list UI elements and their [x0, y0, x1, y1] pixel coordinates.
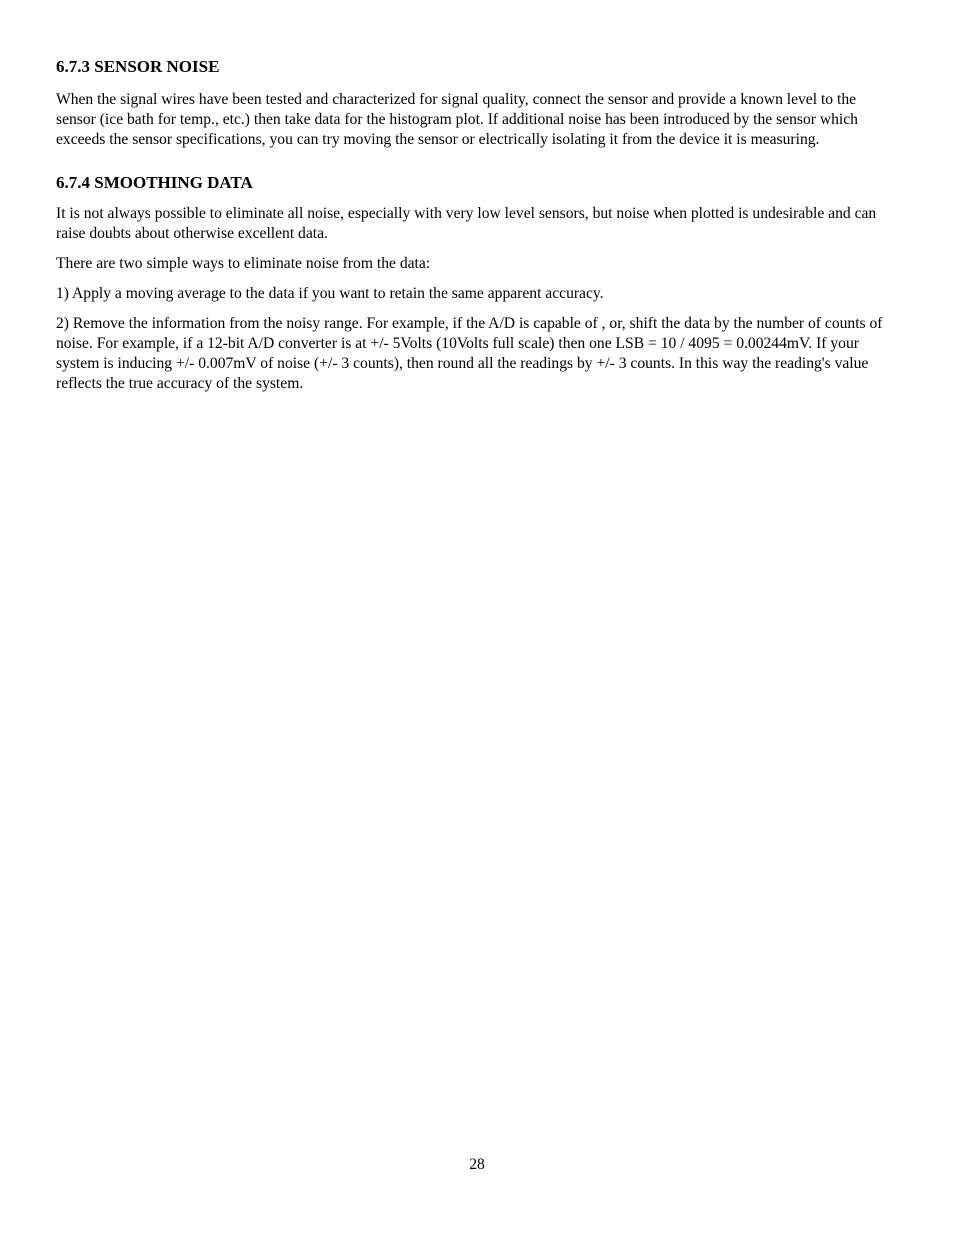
section-heading-sensor-noise: 6.7.3 SENSOR NOISE	[56, 57, 220, 76]
list-item-remove-noisy-range: 2) Remove the information from the noisy range. For example, if the A/D is capable of , or, shift the data by the number of counts of noise. For example, if a 12-bit A/D converter is at +/- 5Volts (10Volts full scale) then one LSB = 10 / 4095 = 0.00244mV. If your system is inducing +/- 0.007mV of noise (+/- 3 counts), then round all the readings by +/- 3 counts. In this way the reading's value reflects the true accuracy of the system.	[56, 315, 883, 392]
list-item-moving-average: 1) Apply a moving average to the data if you want to retain the same apparent accuracy.	[56, 285, 604, 302]
section-heading-smoothing-data: 6.7.4 SMOOTHING DATA	[56, 173, 253, 192]
paragraph-two-ways: There are two simple ways to eliminate noise from the data:	[56, 255, 431, 272]
paragraph-smoothing-intro: It is not always possible to eliminate all noise, especially with very low level sensors, but noise when plotted is undesirable and can raise doubts about otherwise excellent data.	[56, 205, 877, 242]
document-page	[56, 56, 896, 394]
page-number: 28	[469, 1156, 485, 1173]
paragraph-sensor-noise: When the signal wires have been tested and characterized for signal quality, connect the sensor and provide a known level to the sensor (ice bath for temp., etc.) then take data for the histogram plot. If additional noise has been introduced by the sensor which exceeds the sensor specifications, you can try moving the sensor or electrically isolating it from the device it is measuring.	[56, 91, 858, 148]
